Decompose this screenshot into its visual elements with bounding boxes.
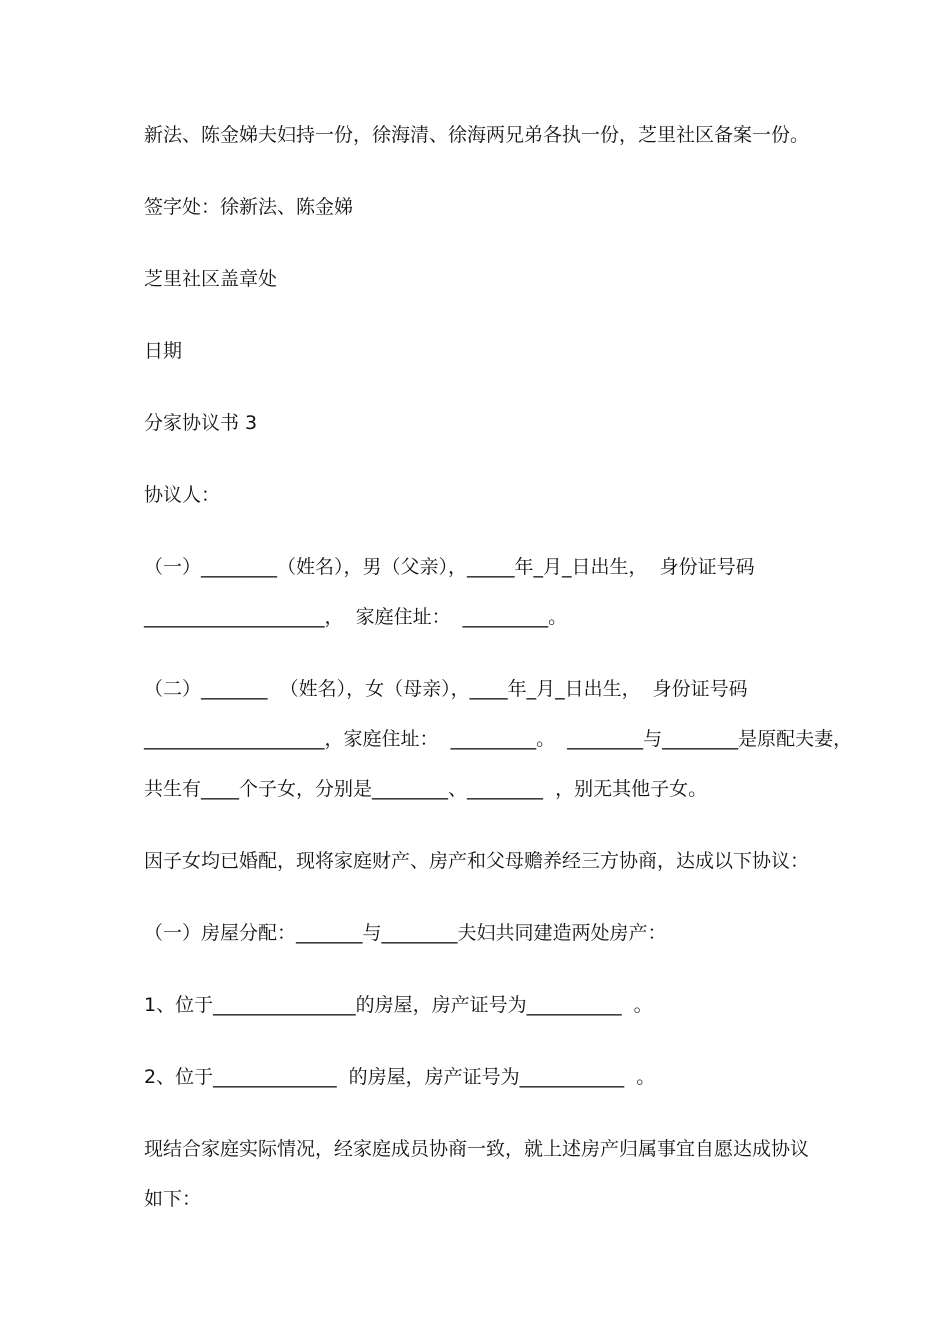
text-line-agreement-cont: 如下： <box>144 1188 202 1210</box>
text-line-agreement: 现结合家庭实际情况，经家庭成员协商一致，就上述房产归属事宜自愿达成协议 <box>144 1138 810 1160</box>
text-line-date: 日期 <box>144 340 183 362</box>
text-line-house-division: （一）房屋分配：_______与________夫妇共同建造两处房产： <box>144 922 667 944</box>
text-line-party-one: （一）________（姓名），男（父亲），_____年_月_日出生， 身份证号码 <box>144 556 755 578</box>
text-line-signature: 签字处：徐新法、陈金娣 <box>144 196 354 218</box>
text-line-house-two: 2、位于_____________ 的房屋，房产证号为___________ 。 <box>144 1066 656 1088</box>
text-line-party-two-cont: ___________________，家庭住址： _________。 ________与________是原配夫妻， <box>144 728 853 750</box>
text-line-party-one-cont: ___________________， 家庭住址： _________。 <box>144 606 568 628</box>
text-line-seal: 芝里社区盖章处 <box>144 268 278 290</box>
text-line-intro: 因子女均已婚配，现将家庭财产、房产和父母赡养经三方协商，达成以下协议： <box>144 850 810 872</box>
text-line-house-one: 1、位于_______________的房屋，房产证号为__________ 。 <box>144 994 653 1016</box>
text-line-children: 共生有____个子女，分别是________、________ ，别无其他子女。 <box>144 778 708 800</box>
section-title: 分家协议书 3 <box>144 412 258 434</box>
text-line-copies: 新法、陈金娣夫妇持一份，徐海清、徐海两兄弟各执一份，芝里社区备案一份。 <box>144 124 810 146</box>
text-line-parties: 协议人： <box>144 484 221 506</box>
text-line-party-two: （二）_______ （姓名），女（母亲），____年_月_日出生， 身份证号码 <box>144 678 748 700</box>
